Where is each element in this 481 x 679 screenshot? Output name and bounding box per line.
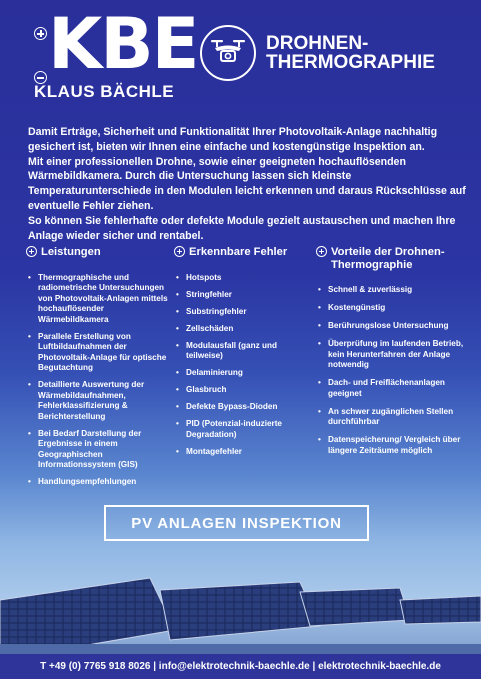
footer-contact: T +49 (0) 7765 918 8026 | info@elektrotechnik-baechle.de | elektrotechnik-baechle.de xyxy=(0,654,481,679)
list-item: • Kostengünstig xyxy=(316,303,466,314)
column-vorteile xyxy=(316,246,466,464)
list-item: • Dach- und Freiflächenanlagen geeignet xyxy=(316,378,466,399)
column-list xyxy=(26,273,176,488)
list-item: • Zellschäden xyxy=(174,324,309,335)
drone-camera-icon xyxy=(200,25,256,81)
intro-paragraph: Damit Erträge, Sicherheit und Funktionalität Ihrer Photovoltaik-Anlage nachhaltig gesichert ist, bieten wir Ihnen eine einfache und kostengünstige Inspektion an. xyxy=(28,126,438,153)
company-logo xyxy=(34,3,198,102)
feature-columns xyxy=(26,246,476,486)
list-item: • Delaminierung xyxy=(174,368,309,379)
list-item: • Schnell & zuverlässig xyxy=(316,285,466,296)
list-item: • Montagefehler xyxy=(174,447,309,458)
column-erkennbare-fehler xyxy=(174,246,309,464)
plus-circle-icon xyxy=(174,246,185,257)
list-item: • Detaillierte Auswertung der Wärmebildaufnahmen, Fehlerklassifizierung & Berichterstellung xyxy=(26,380,176,422)
plus-circle-icon xyxy=(316,246,327,257)
list-item: • Hotspots xyxy=(174,273,309,284)
column-list xyxy=(316,285,466,456)
list-item: • Stringfehler xyxy=(174,290,309,301)
list-item: • Substringfehler xyxy=(174,307,309,318)
logo-letters: KBE xyxy=(48,3,198,85)
list-item: • Modulausfall (ganz und teilweise) xyxy=(174,341,309,362)
list-item: • Überprüfung im laufenden Betrieb, kein Herunterfahren der Anlage notwendig xyxy=(316,339,466,371)
intro-paragraph: So können Sie fehlerhafte oder defekte Module gezielt austauschen und machen Ihre Anlage wieder sicher und rentabel. xyxy=(28,214,456,242)
list-item: • Glasbruch xyxy=(174,385,309,396)
plus-circle-icon xyxy=(26,246,37,257)
inspection-banner: PV ANLAGEN INSPEKTION xyxy=(104,505,369,541)
column-heading xyxy=(174,246,309,259)
column-heading-text: Leistungen xyxy=(41,246,101,258)
column-heading xyxy=(26,246,176,259)
solar-panels-illustration xyxy=(0,560,481,660)
list-item: • An schwer zugänglichen Stellen durchführbar xyxy=(316,407,466,428)
list-item: • Thermographische und radiometrische Untersuchungen von Photovoltaik-Anlagen mittels hochauflösender Wärmebildkamera xyxy=(26,273,176,326)
intro-paragraph: Mit einer professionellen Drohne, sowie einer geeigneten hochauflösenden Wärmebildkamera. Durch die Untersuchung lassen sich kleinste Temperaturunterschiede in den Modulen leicht erkennen und daraus Rückschlüsse auf eventuelle Fehler ziehen. xyxy=(28,155,466,212)
column-heading xyxy=(316,246,466,271)
list-item: • Datenspeicherung/ Vergleich über längere Zeiträume möglich xyxy=(316,435,466,456)
list-item: • Parallele Erstellung von Luftbildaufnahmen der Photovoltaik-Anlage für optische Begutachtung xyxy=(26,332,176,374)
list-item: • Defekte Bypass-Dioden xyxy=(174,402,309,413)
list-item: • PID (Potenzial-induzierte Degradation) xyxy=(174,419,309,440)
list-item: • Bei Bedarf Darstellung der Ergebnisse in einem Geographischen Informationssystem (GIS) xyxy=(26,429,176,471)
plus-icon xyxy=(34,27,47,40)
column-list xyxy=(174,273,309,458)
list-item: • Berührungslose Untersuchung xyxy=(316,321,466,332)
header xyxy=(0,0,481,112)
intro-text xyxy=(28,125,468,243)
column-heading-text: Erkennbare Fehler xyxy=(189,246,288,258)
list-item: • Handlungsempfehlungen xyxy=(26,477,176,488)
column-leistungen xyxy=(26,246,176,494)
title-line-2: THERMOGRAPHIE xyxy=(266,52,435,73)
title-line-1: DROHNEN- xyxy=(266,33,369,54)
column-heading-text: Vorteile der Drohnen-Thermographie xyxy=(331,246,445,271)
company-name: KLAUS BÄCHLE xyxy=(34,82,175,101)
page-title xyxy=(266,34,435,72)
